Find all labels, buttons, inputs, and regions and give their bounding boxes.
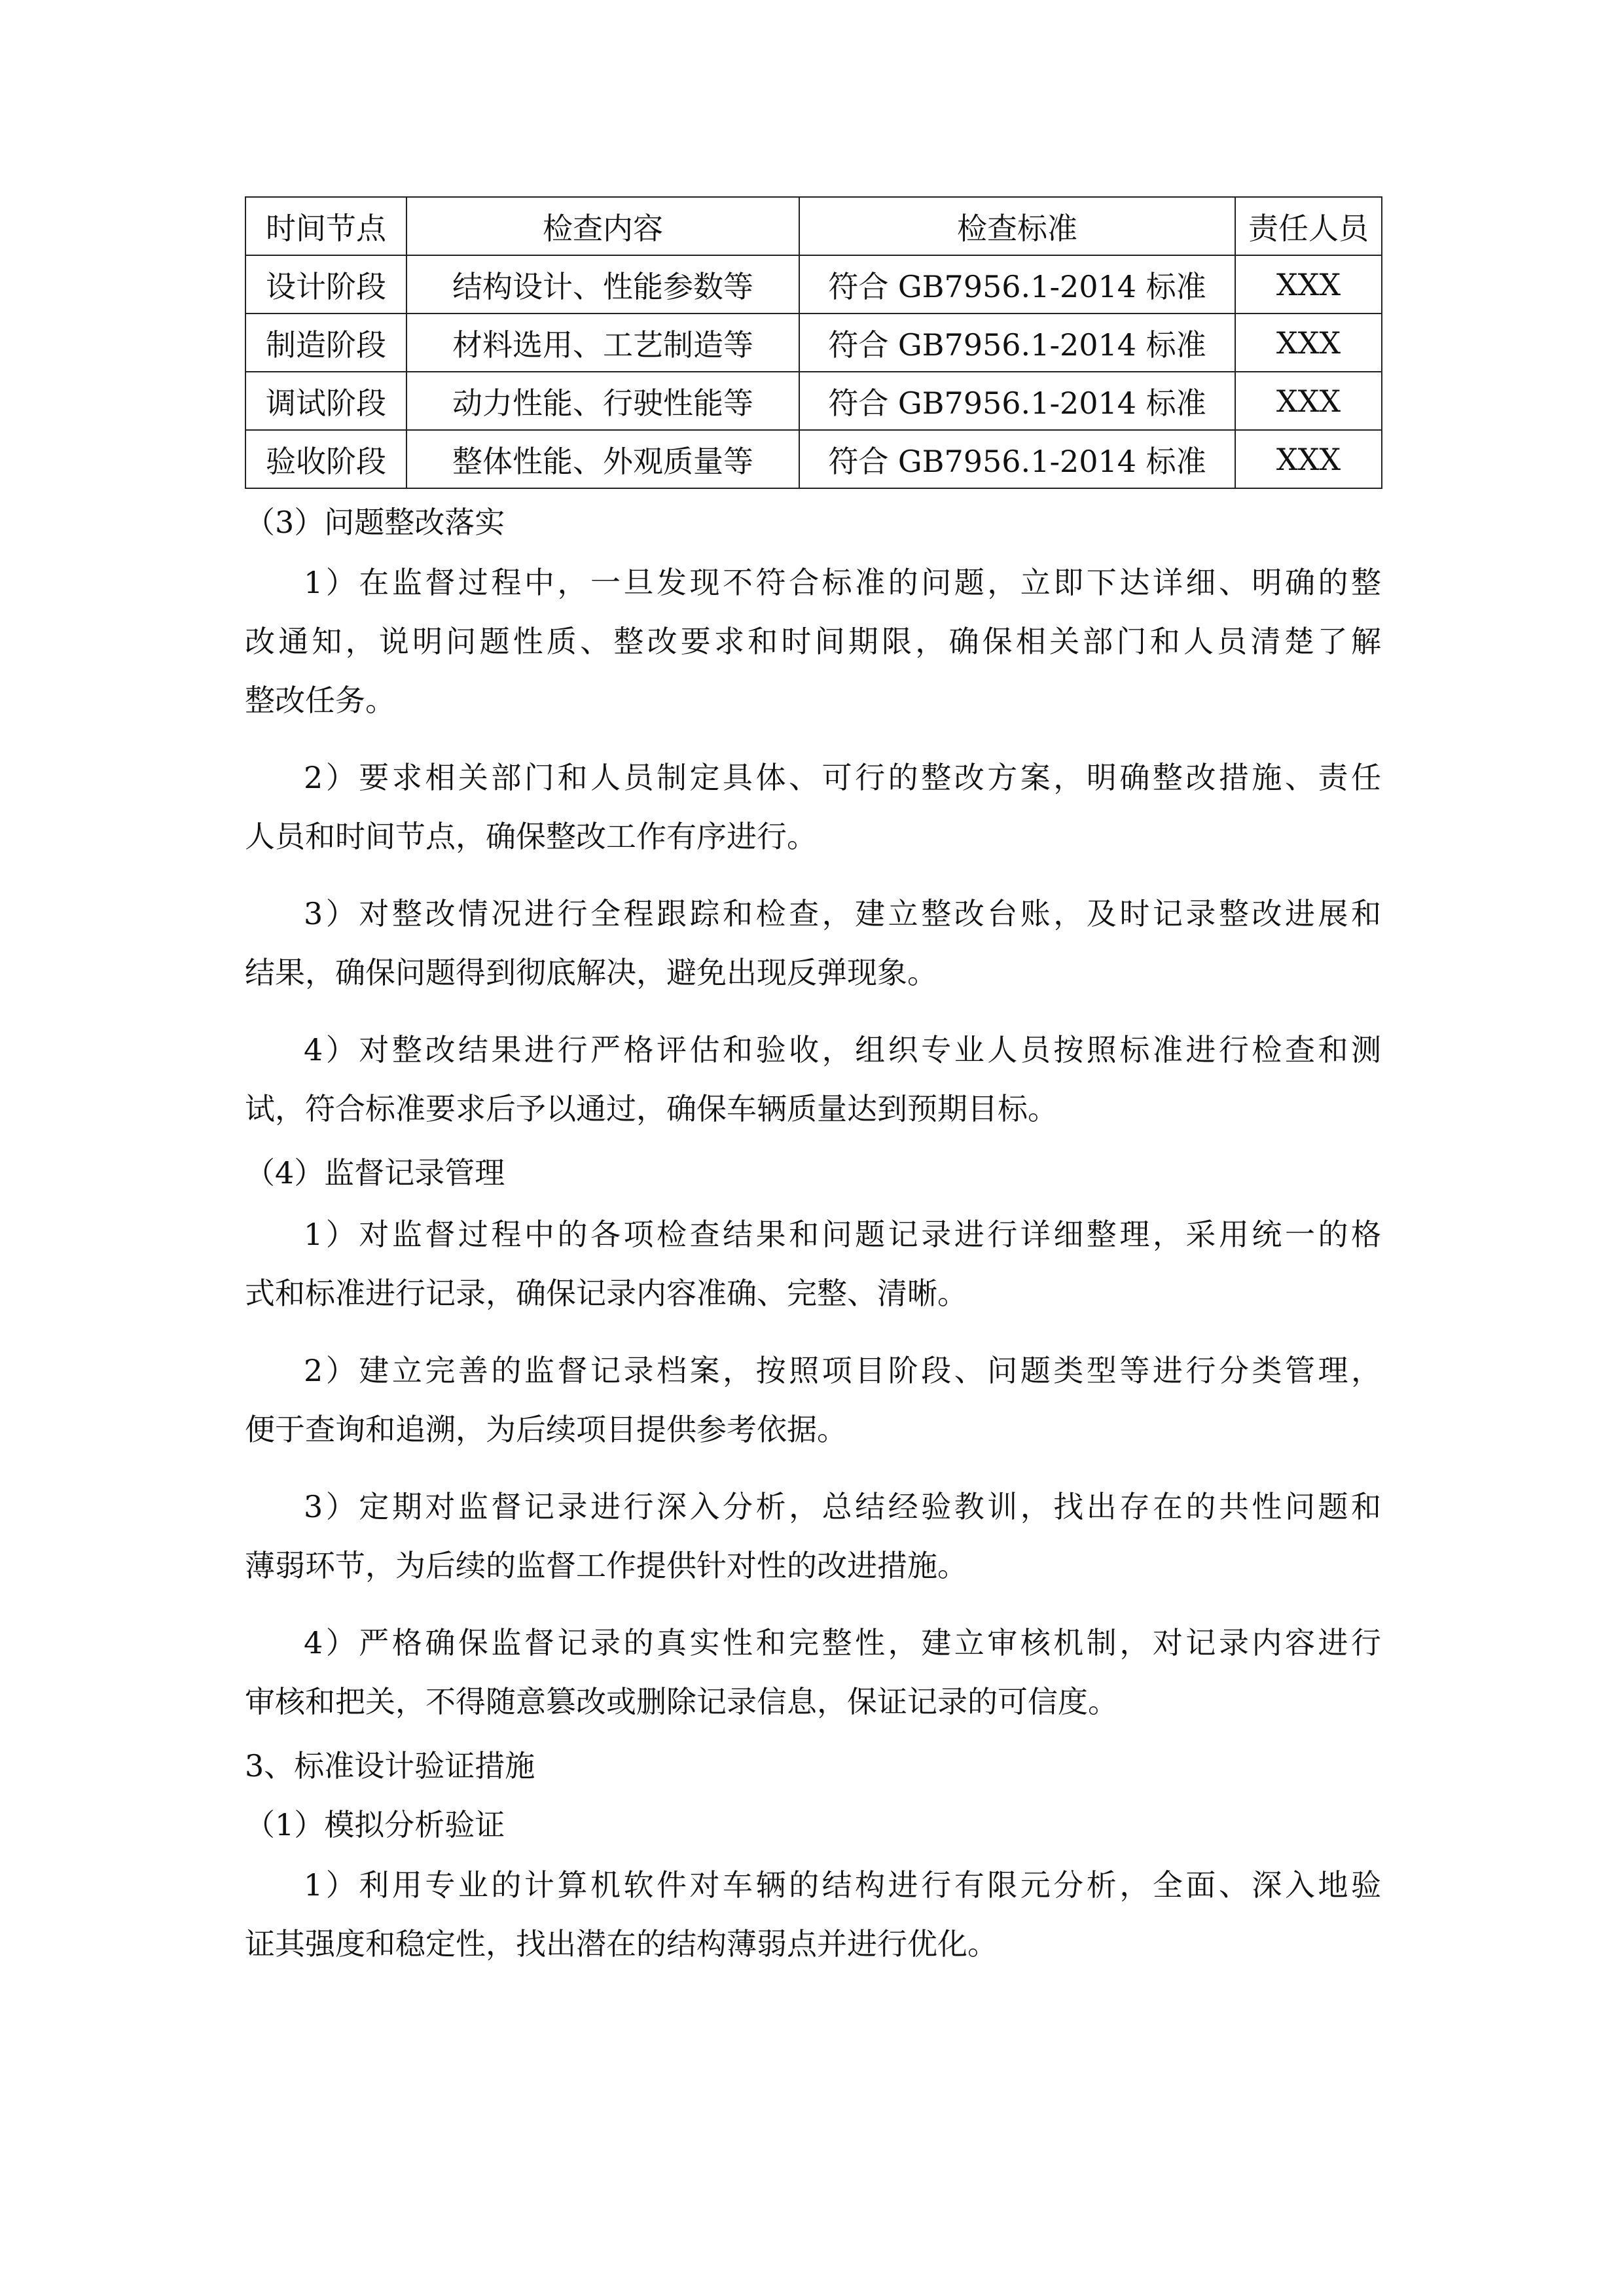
paragraph-line: 1）对监督过程中的各项检查结果和问题记录进行详细整理，采用统一的格: [304, 1217, 1381, 1252]
section-heading: （4）监督记录管理: [245, 1155, 505, 1191]
table-row: [245, 255, 1382, 314]
paragraph-line: 改通知，说明问题性质、整改要求和时间期限，确保相关部门和人员清楚了解: [245, 624, 1381, 659]
table-cell: 动力性能、行驶性能等: [406, 372, 799, 430]
table-row: [245, 314, 1382, 372]
paragraph-line: 式和标准进行记录，确保记录内容准确、完整、清晰。: [245, 1276, 967, 1311]
paragraph-line: 结果，确保问题得到彻底解决，避免出现反弹现象。: [245, 955, 937, 990]
paragraph-line: 4）严格确保监督记录的真实性和完整性，建立审核机制，对记录内容进行: [304, 1625, 1381, 1660]
paragraph-line: 1）在监督过程中，一旦发现不符合标准的问题，立即下达详细、明确的整: [304, 565, 1381, 600]
paragraph-line: 3）定期对监督记录进行深入分析，总结经验教训，找出存在的共性问题和: [304, 1489, 1381, 1524]
table-row: [245, 430, 1382, 488]
table-cell: 设计阶段: [245, 255, 406, 314]
table-header-cell: 检查标准: [799, 197, 1235, 255]
table-cell: 结构设计、性能参数等: [406, 255, 799, 314]
table-header-cell: 检查内容: [406, 197, 799, 255]
inspection-schedule-table: [245, 196, 1382, 489]
table-cell: XXX: [1235, 314, 1382, 372]
table-cell: 材料选用、工艺制造等: [406, 314, 799, 372]
paragraph-line: 1）利用专业的计算机软件对车辆的结构进行有限元分析，全面、深入地验: [304, 1867, 1381, 1903]
section-heading: （3）问题整改落实: [245, 505, 505, 540]
table-header-cell: 时间节点: [245, 197, 406, 255]
paragraph-line: 审核和把关，不得随意篡改或删除记录信息，保证记录的可信度。: [245, 1684, 1118, 1719]
paragraph-line: 薄弱环节，为后续的监督工作提供针对性的改进措施。: [245, 1548, 967, 1583]
table-cell: 调试阶段: [245, 372, 406, 430]
paragraph-line: 整改任务。: [245, 683, 395, 718]
paragraph-line: 2）要求相关部门和人员制定具体、可行的整改方案，明确整改措施、责任: [304, 760, 1381, 795]
paragraph-line: 4）对整改结果进行严格评估和验收，组织专业人员按照标准进行检查和测: [304, 1032, 1381, 1067]
table-cell: 制造阶段: [245, 314, 406, 372]
table-cell: 符合 GB7956.1-2014 标准: [799, 372, 1235, 430]
table-cell: XXX: [1235, 255, 1382, 314]
paragraph-line: 证其强度和稳定性，找出潜在的结构薄弱点并进行优化。: [245, 1926, 998, 1962]
table-cell: XXX: [1235, 430, 1382, 488]
paragraph-line: 便于查询和追溯，为后续项目提供参考依据。: [245, 1412, 847, 1447]
paragraph-line: 2）建立完善的监督记录档案，按照项目阶段、问题类型等进行分类管理，: [304, 1353, 1381, 1388]
table-cell: 验收阶段: [245, 430, 406, 488]
table-header-row: [245, 197, 1382, 255]
table-row: [245, 372, 1382, 430]
paragraph-line: 试，符合标准要求后予以通过，确保车辆质量达到预期目标。: [245, 1091, 1058, 1126]
table-cell: 符合 GB7956.1-2014 标准: [799, 314, 1235, 372]
paragraph-line: 3）对整改情况进行全程跟踪和检查，建立整改台账，及时记录整改进展和: [304, 896, 1381, 931]
table-cell: XXX: [1235, 372, 1382, 430]
section-heading: （1）模拟分析验证: [245, 1807, 505, 1842]
table-cell: 符合 GB7956.1-2014 标准: [799, 430, 1235, 488]
table-header-cell: 责任人员: [1235, 197, 1382, 255]
paragraph-line: 人员和时间节点，确保整改工作有序进行。: [245, 819, 817, 854]
part-heading: 3、标准设计验证措施: [245, 1748, 535, 1784]
table-cell: 符合 GB7956.1-2014 标准: [799, 255, 1235, 314]
table-cell: 整体性能、外观质量等: [406, 430, 799, 488]
